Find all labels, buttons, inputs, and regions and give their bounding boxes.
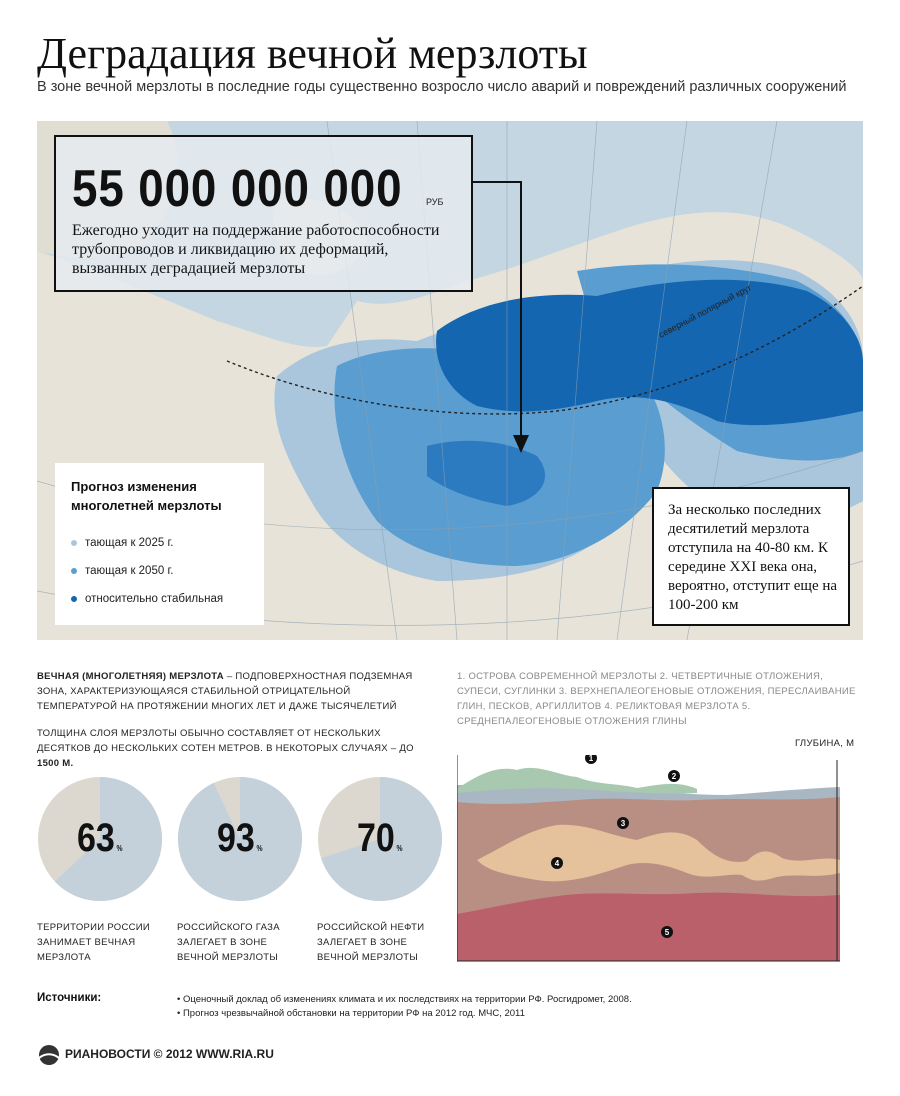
depth-axis-title: ГЛУБИНА, М (795, 738, 855, 749)
geological-section (457, 755, 840, 965)
thickness-text (37, 726, 427, 771)
pie-value-unit: % (396, 844, 403, 853)
legend-label: относительно стабильная (85, 593, 224, 605)
legend-dot-icon (71, 568, 77, 574)
pie-caption: ТЕРРИТОРИИ РОССИИ ЗАНИМАЕТ ВЕЧНАЯ МЕРЗЛОТА (37, 922, 151, 963)
section-marker-label: 4 (554, 859, 560, 868)
definition-body: – ПОДПОВЕРХНОСТНАЯ ПОДЗЕМНАЯ ЗОНА, ХАРАКТЕРИЗУЮЩАЯСЯ СТАБИЛЬНОЙ ОТРИЦАТЕЛЬНОЙ ТЕМПЕРАТУРОЙ НА ПРОТЯЖЕНИИ МНОГИХ ЛЕТ И ДАЖЕ ТЫСЯЧЕЛЕТИЙ (37, 671, 413, 712)
section-marker-label: 2 (671, 772, 677, 781)
thickness-max: 1500 М. (37, 758, 74, 769)
section-marker (617, 817, 629, 829)
section-marker (668, 770, 680, 782)
cost-callout (54, 135, 473, 292)
pie-value-number: 93 (217, 816, 255, 860)
legend-label: тающая к 2025 г. (85, 537, 174, 549)
ria-logo-icon (37, 1044, 61, 1066)
source-item: • Оценочный доклад об изменениях климата и их последствиях на территории РФ. Росгидромет, 2008. (177, 994, 632, 1005)
section-marker-label: 5 (664, 928, 670, 937)
retreat-text: За несколько последних десятилетий мерзлота отступила на 40-80 км. К середине XXI века она, вероятно, отступит еще на 100-200 км (668, 502, 838, 613)
page-title: Деградация вечной мерзлоты (37, 29, 588, 78)
footer-brand: РИАНОВОСТИ (65, 1047, 151, 1061)
arctic-circle-label: северный полярный круг (657, 282, 754, 340)
pie-value-unit: % (116, 844, 123, 853)
cost-value: 55 000 000 000 (72, 160, 403, 218)
map-legend (55, 463, 264, 625)
pie-caption: РОССИЙСКОГО ГАЗА ЗАЛЕГАЕТ В ЗОНЕ ВЕЧНОЙ МЕРЗЛОТЫ (177, 922, 280, 963)
permafrost-map (37, 121, 863, 640)
pie-value-number: 63 (77, 816, 115, 860)
legend-item-stable (71, 593, 223, 605)
section-marker-label: 1 (588, 755, 594, 763)
pie-value (77, 816, 123, 861)
legend-item-2050 (71, 565, 173, 577)
legend-dot-icon (71, 540, 77, 546)
legend-dot-icon (71, 596, 77, 602)
footer-text (65, 1047, 274, 1061)
strata-legend: 1. ОСТРОВА СОВРЕМЕННОЙ МЕРЗЛОТЫ 2. ЧЕТВЕРТИЧНЫЕ ОТЛОЖЕНИЯ, СУПЕСИ, СУГЛИНКИ 3. ВЕРХНЕПАЛЕОГЕНОВЫЕ ОТЛОЖЕНИЯ, ПЕРЕСЛАИВАНИЕ ГЛИН, ПЕСКОВ, АРГИЛЛИТОВ 4. РЕЛИКТОВАЯ МЕРЗЛОТА 5. СРЕДНЕПАЛЕОГЕНОВЫЕ ОТЛОЖЕНИЯ ГЛИНЫ (457, 671, 856, 727)
cost-description: Ежегодно уходит на поддержание работоспособности трубопроводов и ликвидацию их деформаций, вызванных деградацией мерзлоты (72, 222, 440, 277)
pie-caption: РОССИЙСКОЙ НЕФТИ ЗАЛЕГАЕТ В ЗОНЕ ВЕЧНОЙ МЕРЗЛОТЫ (317, 922, 425, 963)
source-item: • Прогноз чрезвычайной обстановки на территории РФ на 2012 год. МЧС, 2011 (177, 1008, 525, 1019)
sources-label: Источники: (37, 992, 102, 1004)
definition-term: ВЕЧНАЯ (МНОГОЛЕТНЯЯ) МЕРЗЛОТА (37, 671, 224, 682)
legend-title: Прогноз изменения многолетней мерзлоты (71, 479, 222, 513)
pie-value-number: 70 (357, 816, 395, 860)
legend-label: тающая к 2050 г. (85, 565, 174, 577)
pie-value (217, 816, 263, 861)
footer-copyright: © 2012 WWW.RIA.RU (153, 1047, 274, 1061)
section-marker (661, 926, 673, 938)
page-subtitle: В зоне вечной мерзлоты в последние годы существенно возросло число аварий и повреждений различных сооружений (37, 79, 847, 95)
retreat-callout (652, 487, 850, 626)
section-marker-label: 3 (620, 819, 626, 828)
cost-unit: РУБ (426, 197, 444, 207)
section-marker (551, 857, 563, 869)
thickness-body: ТОЛЩИНА СЛОЯ МЕРЗЛОТЫ ОБЫЧНО СОСТАВЛЯЕТ ОТ НЕСКОЛЬКИХ ДЕСЯТКОВ ДО НЕСКОЛЬКИХ СОТЕН МЕТРОВ. В НЕКОТОРЫХ СЛУЧАЯХ – ДО (37, 728, 414, 754)
definition-text (37, 669, 427, 714)
legend-item-2025 (71, 537, 173, 549)
pie-value (357, 816, 403, 861)
pie-value-unit: % (256, 844, 263, 853)
